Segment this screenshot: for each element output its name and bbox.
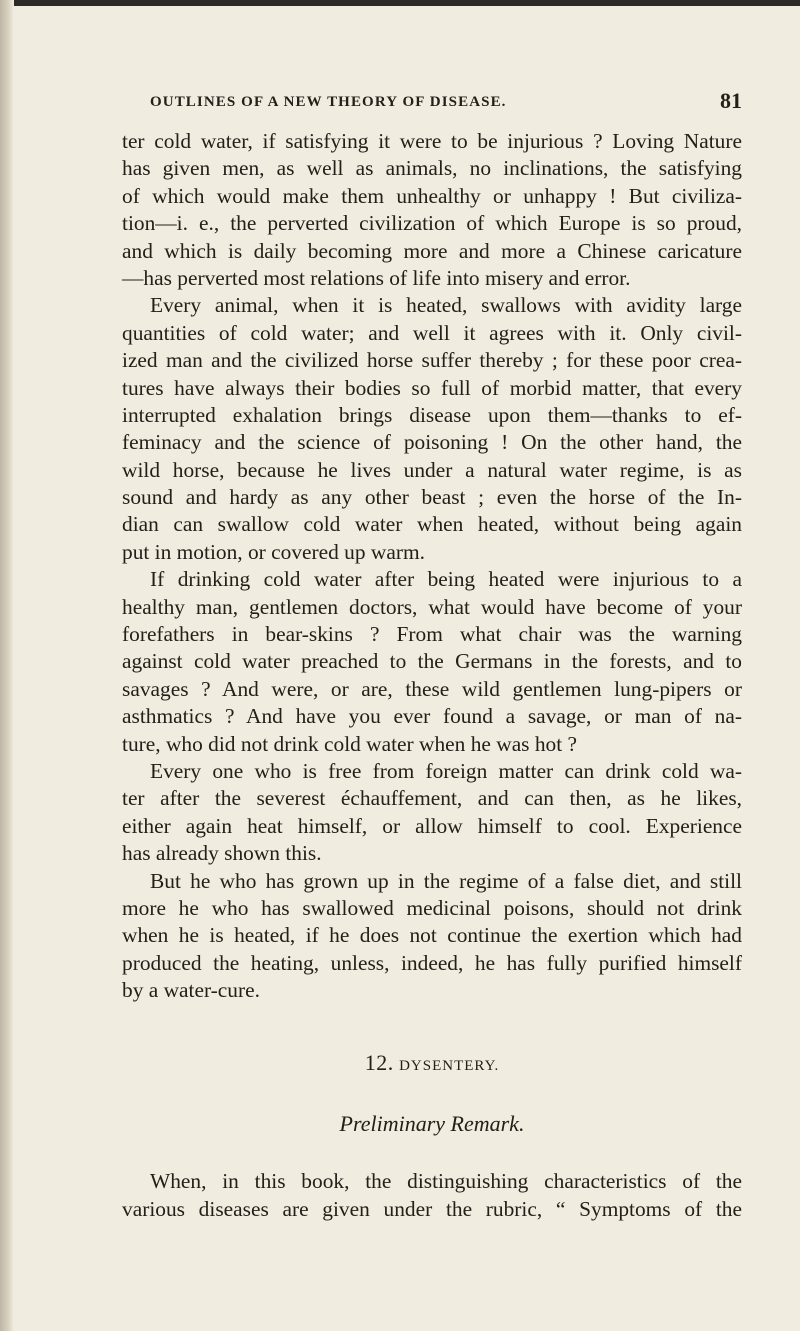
text-line: savages ? And were, or are, these wild gentlemen lung-pipers or bbox=[122, 676, 742, 701]
text-line: has already shown this. bbox=[122, 841, 322, 866]
text-line: more he who has swallowed medicinal poisons, should not drink bbox=[122, 895, 742, 920]
text-line: tures have always their bodies so full of morbid matter, that every bbox=[122, 375, 742, 400]
section-title: DYSENTERY. bbox=[399, 1057, 500, 1074]
text-line: healthy man, gentlemen doctors, what would have become of your bbox=[122, 594, 742, 619]
running-head-title: OUTLINES OF A NEW THEORY OF DISEASE. bbox=[150, 94, 507, 110]
text-line: by a water-cure. bbox=[122, 978, 260, 1003]
text-line: sound and hardy as any other beast ; even the horse of the In- bbox=[122, 485, 742, 510]
section-number: 12. bbox=[364, 1049, 394, 1075]
text-line: tion—i. e., the perverted civilization of which Europe is so proud, bbox=[122, 211, 742, 236]
text-line: Every one who is free from foreign matter can drink cold wa- bbox=[150, 758, 742, 783]
top-edge-rule bbox=[0, 0, 800, 6]
text-line: interrupted exhalation brings disease upon them—thanks to ef- bbox=[122, 402, 742, 427]
text-line: But he who has grown up in the regime of a false diet, and still bbox=[150, 868, 742, 893]
text-line: quantities of cold water; and well it agrees with it. Only civil- bbox=[122, 320, 742, 345]
body-text bbox=[122, 128, 742, 1223]
section-heading bbox=[122, 1049, 742, 1080]
text-line: ture, who did not drink cold water when he was hot ? bbox=[122, 731, 578, 756]
text-line: against cold water preached to the Germans in the forests, and to bbox=[122, 649, 742, 674]
section-subtitle-row bbox=[122, 1110, 742, 1138]
page-gutter-edge bbox=[0, 0, 14, 1331]
text-line: and which is daily becoming more and more a Chinese caricature bbox=[122, 238, 742, 263]
text-line: forefathers in bear-skins ? From what chair was the warning bbox=[122, 622, 742, 647]
paragraph-final bbox=[122, 1168, 742, 1223]
text-line: has given men, as well as animals, no inclinations, the satisfying bbox=[122, 156, 742, 181]
text-line: If drinking cold water after being heated were injurious to a bbox=[150, 567, 742, 592]
text-line: feminacy and the science of poisoning ! On the other hand, the bbox=[122, 430, 742, 455]
text-line: Every animal, when it is heated, swallows with avidity large bbox=[150, 293, 742, 318]
text-line: put in motion, or covered up warm. bbox=[122, 539, 425, 564]
text-line: various diseases are given under the rubric, “ Symptoms of the bbox=[122, 1196, 742, 1221]
paragraph-2 bbox=[122, 292, 742, 566]
paragraph-1 bbox=[122, 128, 742, 292]
text-line: when he is heated, if he does not continue the exertion which had bbox=[122, 923, 742, 948]
section-subtitle: Preliminary Remark. bbox=[339, 1110, 525, 1136]
text-line: When, in this book, the distinguishing characteristics of the bbox=[150, 1169, 742, 1194]
text-line: wild horse, because he lives under a natural water regime, is as bbox=[122, 457, 742, 482]
paragraph-5 bbox=[122, 868, 742, 1005]
text-line: dian can swallow cold water when heated, without being again bbox=[122, 512, 742, 537]
text-line: ter cold water, if satisfying it were to be injurious ? Loving Nature bbox=[122, 129, 742, 153]
running-head bbox=[150, 88, 742, 118]
paragraph-3 bbox=[122, 566, 742, 758]
paragraph-4 bbox=[122, 758, 742, 868]
text-line: of which would make them unhealthy or unhappy ! But civiliza- bbox=[122, 183, 742, 208]
text-line: produced the heating, unless, indeed, he has fully purified himself bbox=[122, 950, 742, 975]
page-number: 81 bbox=[720, 88, 742, 113]
text-line: —has perverted most relations of life into misery and error. bbox=[122, 265, 631, 290]
text-line: ter after the severest échauffement, and can then, as he likes, bbox=[122, 786, 742, 811]
text-line: asthmatics ? And have you ever found a savage, or man of na- bbox=[122, 704, 742, 729]
text-line: either again heat himself, or allow himself to cool. Experience bbox=[122, 813, 742, 838]
text-line: ized man and the civilized horse suffer thereby ; for these poor crea- bbox=[122, 348, 742, 373]
